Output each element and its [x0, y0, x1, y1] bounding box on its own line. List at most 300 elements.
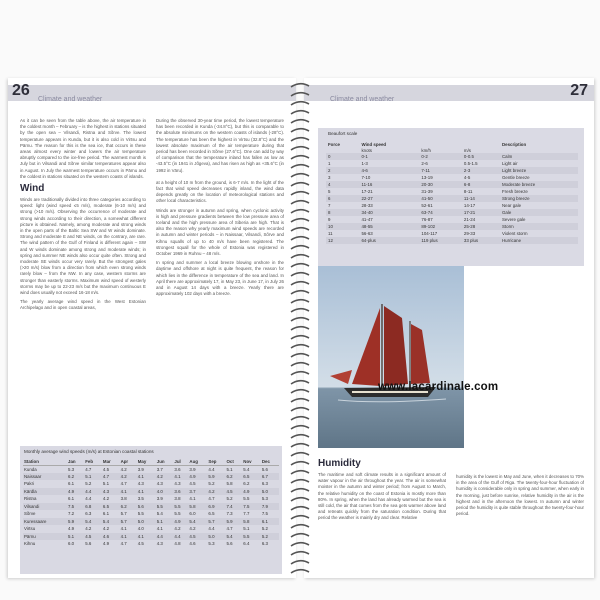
table-cell: 4.4 — [85, 496, 92, 502]
table-cell: Virtsu — [24, 526, 36, 532]
table-cell: 11-14 — [462, 195, 500, 202]
table-cell: 4 — [326, 181, 359, 188]
table-cell: 4.1 — [137, 473, 156, 481]
paragraph: The maritime and soft climate results in a significant amount of water vapour in the air throughout the year. The air is somewhat moister in the autumn and winter period; from August to March, the relative humidity on the coast of Estonia is mostly more than 80%. In spring, when the land has already warmed but the sea is still cold, the air that comes from the sea gets warmer above land and retreats quickly from the saturation condition. During that period the weather is mainly dry and clear. Relative — [318, 472, 446, 521]
table-cell: 5.4 — [156, 511, 163, 517]
paragraph: The yearly average wind speed in the West Estonian Archipelago and in open coastal areas, — [20, 299, 146, 311]
table-cell: 5.5 — [137, 511, 144, 517]
table-cell: 5.4 — [84, 518, 102, 526]
paragraph: Winds are stronger in autumn and spring, when cyclonic activity is high and pressure gradients between the low pressure area of Iceland and the high pressure area of Siberia are high. That is also the reason why yearly maximum wind speeds are recorded in autumn and winter periods – in Naissaar, Vilsandi, Sõrve and Kihnu squalls of up to 40 m/s have been registered. The strongest squall for the whole of Estonia was registered in October 1969 in Ruhnu – 48 m/s. — [156, 207, 284, 257]
table-cell: 4.2 — [174, 526, 181, 532]
table-cell: 4.5 — [84, 533, 102, 541]
column-header: Description — [502, 141, 527, 147]
table-cell: 6.0 — [189, 511, 196, 517]
table-cell: 4-5 — [463, 175, 471, 180]
table-row — [23, 510, 279, 518]
table-cell: 2 — [326, 167, 359, 174]
table-cell: Kihnu — [24, 541, 36, 547]
running-head: Climate and weather — [38, 96, 103, 103]
table-cell: 64-plus — [359, 237, 419, 244]
table-cell: 5.6 — [226, 541, 233, 547]
spiral-ring — [291, 516, 309, 519]
watermark-text: www.lacardinale.com — [378, 381, 499, 393]
spiral-ring — [291, 363, 309, 366]
table-row — [326, 167, 578, 174]
table-cell: 4.1 — [137, 533, 156, 541]
table-cell: 7-10 — [361, 175, 371, 180]
table-cell: 20-30 — [419, 181, 462, 188]
table-row — [326, 160, 578, 167]
table-cell: 5.5 — [156, 503, 174, 511]
table-cell: 9 — [328, 217, 331, 222]
table-cell: 5.1 — [243, 526, 250, 532]
table-cell: 25-28 — [462, 223, 500, 230]
table-cell: 5.6 — [85, 541, 92, 547]
table-cell: 17-21 — [462, 209, 500, 216]
table-cell: 6.1 — [261, 518, 279, 526]
table-cell: Fresh breeze — [502, 189, 528, 194]
table-cell: 6.5 — [208, 511, 215, 517]
table-cell: 5.0 — [207, 533, 225, 541]
paragraph: at a height of 10 m from the ground, is 6-7 m/s. In the light of the fact that wind speed decreases rapidly inland, the wind data depends greatly on the location of meteorological stations and other local characteristics. — [156, 179, 284, 204]
table-cell: 7.5 — [242, 503, 261, 511]
column-header: Station — [23, 458, 67, 465]
beaufort-table-box — [318, 128, 584, 266]
table-row — [23, 473, 279, 481]
table-cell: 5.0 — [261, 488, 279, 496]
table-cell: 4.2 — [156, 473, 174, 481]
table-cell: 2-6 — [421, 161, 428, 166]
spiral-ring — [291, 84, 309, 87]
spiral-ring — [291, 561, 309, 564]
column-header: Wind speed — [361, 141, 387, 147]
table-cell: 5.9 — [207, 473, 225, 481]
spiral-ring — [291, 543, 309, 546]
column-header: May — [137, 458, 156, 465]
paragraph: During the observed 30-year time period, the lowest temperature has been recorded in Kunda (-34.8°C), but this is comparable to the absolute minimums on the western coasts of islands (-28°C). The temperature has been the highest in Virtsu (32.8°C) and the lowest absolute maximum of the air temperature during that period has been recorded in Sõrve (27.6°C). One can add by way of comparison that the temperature inland has fallen as low as -43.5°C (in 1941 in Jõgeva), and has risen as high as +35.6°C (in 1992 in Väru). — [156, 118, 284, 173]
spiral-ring — [291, 498, 309, 501]
table-cell: 4.1 — [156, 526, 163, 532]
table-cell: Sõrve — [24, 511, 36, 517]
table-cell: Severe gale — [502, 217, 526, 222]
spiral-ring — [291, 426, 309, 429]
table-cell: 4-6 — [359, 167, 419, 174]
table-cell: Violent storm — [502, 231, 528, 236]
spiral-ring — [291, 228, 309, 231]
table-cell: 4.9 — [173, 518, 188, 526]
spiral-ring — [291, 120, 309, 123]
table-cell: 4.5 — [189, 481, 196, 487]
spiral-ring — [291, 489, 309, 492]
table-cell: 52-61 — [421, 203, 433, 208]
table-cell: 4.1 — [120, 488, 137, 496]
table-row — [23, 533, 279, 541]
table-cell: 4.7 — [120, 541, 127, 547]
table-cell: 4.1 — [120, 526, 127, 532]
table-cell: 7-11 — [419, 167, 462, 174]
table-cell: 7.9 — [261, 503, 279, 511]
table-cell: 6.2 — [226, 473, 243, 481]
beaufort-table — [326, 141, 578, 244]
table-cell: 8 — [326, 209, 359, 216]
table-cell: 4.7 — [85, 466, 92, 472]
table-cell: 5 — [328, 189, 331, 194]
spiral-ring — [291, 417, 309, 420]
sailboat-photo — [318, 266, 464, 448]
wind-speed-table-box — [20, 446, 282, 574]
table-cell: 4.2 — [207, 488, 225, 496]
table-cell: 4.9 — [102, 541, 110, 547]
table-cell: 4.0 — [137, 526, 144, 532]
table-cell: 4.9 — [242, 488, 261, 496]
column-header: Apr — [120, 458, 137, 465]
table-row — [23, 503, 279, 511]
table-cell: 5.4 — [243, 466, 250, 472]
spiral-ring — [291, 147, 309, 150]
table-row — [326, 209, 578, 216]
table-cell: 29-33 — [463, 231, 476, 236]
table-cell: 5.1 — [156, 518, 174, 526]
section-heading-humidity: Humidity — [318, 458, 361, 469]
column-header: Jun — [156, 458, 174, 465]
table-cell: 41-47 — [361, 217, 373, 222]
table-cell: 4.2 — [120, 473, 137, 481]
spiral-ring — [291, 525, 309, 528]
column-header: Force — [328, 141, 340, 147]
column-header: Jan — [67, 458, 84, 465]
spiral-ring — [291, 201, 309, 204]
right-page — [304, 78, 594, 578]
table-cell: 5.2 — [261, 533, 279, 541]
spiral-ring — [291, 435, 309, 438]
table-cell: 21-24 — [463, 217, 476, 222]
table-cell: 4.7 — [102, 473, 120, 481]
table-cell: 5.1 — [226, 466, 233, 472]
table-cell: 6.2 — [243, 481, 250, 487]
table-cell: 4.2 — [102, 496, 110, 502]
table-cell: 7.5 — [67, 503, 84, 511]
table-cell: 76-87 — [421, 217, 433, 222]
table-cell: 6.2 — [67, 473, 84, 481]
table-row — [23, 480, 279, 488]
table-cell: 5.5 — [174, 511, 181, 517]
table-cell: Storm — [500, 223, 578, 230]
table-cell: 14-17 — [463, 203, 476, 208]
table-cell: 3.7 — [188, 488, 207, 496]
spiral-ring — [291, 462, 309, 465]
spiral-ring — [291, 408, 309, 411]
table-cell: 4.7 — [226, 526, 233, 532]
table-cell: Pakri — [24, 481, 35, 487]
column-header: Feb — [84, 458, 102, 465]
spiral-ring — [291, 336, 309, 339]
table-cell: Light breeze — [500, 167, 578, 174]
spiral-ring — [291, 264, 309, 267]
table-cell: 10 — [326, 223, 359, 230]
table-cell: 4.4 — [208, 466, 215, 472]
table-cell: 0 — [326, 153, 359, 160]
table-cell: 5.3 — [208, 541, 215, 547]
table-cell: 104-117 — [421, 231, 438, 236]
table-row — [23, 488, 279, 496]
table-cell: 5.3 — [68, 466, 75, 472]
spiral-ring — [291, 507, 309, 510]
table-cell: 6.8 — [84, 503, 102, 511]
table-row — [326, 223, 578, 230]
table-cell: 4.5 — [188, 533, 207, 541]
column-header: Nov — [242, 458, 261, 465]
table-row — [23, 518, 279, 526]
table-caption: Monthly average wind speeds (m/s) at Estonian coastal stations — [24, 449, 154, 454]
table-cell: 5.5 — [242, 533, 261, 541]
table-cell: 4.4 — [84, 488, 102, 496]
table-cell: 5.9 — [67, 518, 84, 526]
spiral-ring — [291, 282, 309, 285]
spiral-ring — [291, 345, 309, 348]
spiral-ring — [291, 93, 309, 96]
table-cell: 4.1 — [189, 496, 196, 502]
table-cell: 1 — [328, 161, 331, 166]
table-cell: 5.5 — [173, 503, 188, 511]
table-cell: 6.9 — [207, 503, 225, 511]
column-subheader: km/h — [421, 147, 431, 153]
table-cell: 5.8 — [188, 503, 207, 511]
table-cell: 8-11 — [463, 189, 473, 194]
table-cell: 11 — [328, 231, 333, 236]
spiral-ring — [291, 291, 309, 294]
table-cell: 4.5 — [226, 488, 243, 496]
table-cell: 89-102 — [419, 223, 462, 230]
table-cell: 4.9 — [67, 488, 84, 496]
spiral-ring — [291, 399, 309, 402]
table-cell: 4.0 — [156, 488, 174, 496]
table-caption: Beaufort scale — [328, 131, 358, 136]
table-cell: Calm — [500, 153, 578, 160]
table-cell: 4.3 — [156, 481, 163, 487]
table-cell: 4.6 — [102, 533, 120, 541]
spiral-ring — [291, 273, 309, 276]
table-cell: 5.2 — [261, 526, 268, 532]
table-cell: 4.5 — [137, 541, 144, 547]
table-cell: 34-40 — [359, 209, 419, 216]
table-cell: 7.3 — [226, 511, 233, 517]
page-number: 27 — [570, 82, 588, 99]
table-cell: 5.4 — [226, 533, 243, 541]
table-cell: 0.5-1.5 — [463, 161, 478, 166]
table-cell: 6.3 — [261, 541, 268, 547]
table-row — [23, 540, 279, 548]
table-row — [326, 174, 578, 181]
table-cell: 5.7 — [207, 518, 225, 526]
table-cell: Pärnu — [23, 533, 67, 541]
table-cell: 17-21 — [361, 189, 373, 194]
table-cell: Naissaar — [23, 473, 67, 481]
table-cell: 6.2 — [120, 503, 137, 511]
table-header-row — [23, 458, 279, 465]
spiral-ring — [291, 381, 309, 384]
table-cell: 6.7 — [261, 473, 279, 481]
table-cell: 4.2 — [189, 526, 196, 532]
table-cell: 3.9 — [156, 496, 163, 502]
table-cell: 6.3 — [85, 511, 92, 517]
spiral-ring — [291, 570, 309, 573]
table-cell: 4.3 — [174, 481, 181, 487]
table-cell: 5.9 — [226, 518, 243, 526]
table-cell: 6.3 — [261, 481, 268, 487]
table-cell: 3.8 — [120, 496, 127, 502]
column-header: Dec — [261, 458, 279, 465]
spiral-ring — [291, 534, 309, 537]
spiral-ring — [291, 309, 309, 312]
spiral-ring — [291, 390, 309, 393]
table-cell: 3 — [328, 175, 331, 180]
spiral-ring — [291, 111, 309, 114]
spiral-ring — [291, 138, 309, 141]
table-cell: 6.1 — [68, 481, 75, 487]
table-cell: 5.7 — [120, 511, 127, 517]
table-cell: Ristna — [24, 496, 37, 502]
spiral-ring — [291, 372, 309, 375]
table-cell: Kunda — [24, 466, 37, 472]
table-cell: 4.5 — [102, 466, 110, 472]
column-header: Sep — [207, 458, 225, 465]
spiral-ring — [291, 354, 309, 357]
spiral-ring — [291, 102, 309, 105]
table-cell: 5.1 — [67, 533, 84, 541]
table-row — [23, 495, 279, 503]
sailboat-image — [318, 266, 464, 448]
table-cell: 5.2 — [226, 496, 233, 502]
spiral-ring — [291, 453, 309, 456]
table-cell: 4.3 — [102, 488, 120, 496]
table-cell: 5.4 — [188, 518, 207, 526]
table-cell: 4.8 — [174, 541, 181, 547]
table-cell: 6.5 — [102, 503, 120, 511]
table-cell: 5.1 — [102, 481, 110, 487]
spiral-ring — [291, 174, 309, 177]
table-cell: 3.5 — [137, 496, 144, 502]
running-head: Climate and weather — [330, 96, 395, 103]
paragraph: As it can be seen from the table above, the air temperature in the coldest month – February – is the highest in stations situated by the open sea – Vilsandi, Ristna and Sõrve. The lowest temperature appears in Kunda, but it is also cold in Virtsu and Pärnu. The reason for this is the sea ice, that occurs in these areas almost every winter and lowers the air temperature abruptly compared to the ice-free period. The warmest month is July but in Vilsandi and Sõrve similar temperatures appear also in August. In July the warmest temperature occurs in Pärnu and the coldest in stations situated on the western coasts of islands. — [20, 118, 146, 179]
paragraph: Winds are traditionally divided into three categories according to speed: light (wind speed ≤5 m/s), moderate (6-10 m/s) and strong (>10 m/s). Observing the occurrence of moderate and strong winds according to their direction, a somewhat different picture is obtained. Namely, among moderate and strong winds in the open parts of the Baltic Sea SW and W winds dominate. Strong and moderate E and NE winds, on the contrary, are rare. The wind pattern of the Gulf of Finland is different again – SW and W winds dominate among strong and moderate winds; in spring and summer NE winds also occur quite often. Strong and moderate SE winds occur very rarely. But the strongest gales (>20 m/s) blow from a direction from which even strong winds rarely blow – from the NW. In any case, western storms are stronger than easterly storms. Maximum wind speed of westerly storms may be up to 22-23 m/s but the maximum continuous E wind does usually not exceed 16-18 m/s. — [20, 197, 146, 296]
spiral-ring — [291, 552, 309, 555]
table-cell: 3.9 — [189, 466, 196, 472]
table-cell: 63-74 — [419, 209, 462, 216]
table-cell: 6.5 — [242, 473, 261, 481]
table-cell: 5.6 — [137, 503, 156, 511]
wind-speed-table — [23, 458, 279, 548]
table-cell: 5.2 — [208, 481, 215, 487]
table-cell: 4.2 — [85, 526, 92, 532]
table-cell: 7 — [328, 203, 331, 208]
table-cell: 12 — [326, 237, 359, 244]
table-cell: 5.2 — [85, 481, 92, 487]
right-column-2 — [456, 474, 584, 574]
spiral-ring — [291, 255, 309, 258]
left-page — [8, 78, 296, 578]
table-cell: 4.1 — [120, 533, 137, 541]
table-cell: 5.5 — [243, 496, 250, 502]
table-cell: 4.7 — [208, 496, 215, 502]
table-cell: 5.0 — [137, 518, 156, 526]
paragraph: humidity is the lowest in May and June, when it decreases to 70% in the area of the Gulf of Riga. The twenty-four-hour fluctuation of humidity is considerable only in spring and summer, when early in the morning, just before sunrise, relative humidity in the air is the highest and in the afternoon the lowest. In autumn and winter period the humidity is quite stable throughout the twenty-four-hour period. — [456, 474, 584, 517]
table-cell: 7.5 — [261, 511, 268, 517]
spiral-ring — [291, 183, 309, 186]
table-cell: 11-16 — [359, 181, 419, 188]
table-row — [326, 181, 578, 188]
column-subheader: m/s — [463, 147, 471, 153]
section-heading-wind: Wind — [20, 183, 45, 195]
table-cell: 56-63 — [361, 231, 373, 236]
spiral-ring — [291, 192, 309, 195]
table-cell: 5.4 — [102, 518, 120, 526]
spiral-ring — [291, 327, 309, 330]
spiral-ring — [291, 129, 309, 132]
table-cell: 5.8 — [226, 481, 233, 487]
column-header: Oct — [226, 458, 243, 465]
table-cell: 5.6 — [261, 466, 268, 472]
table-cell: 6.1 — [68, 496, 75, 502]
left-column-2 — [156, 118, 284, 442]
spiral-ring — [291, 165, 309, 168]
table-row — [23, 465, 279, 473]
table-cell: Hurricane — [500, 237, 578, 244]
table-cell: 5.1 — [84, 473, 102, 481]
table-cell: 28-33 — [361, 203, 373, 208]
table-cell: 4.4 — [173, 533, 188, 541]
table-row — [326, 188, 578, 195]
table-cell: 22-27 — [359, 195, 419, 202]
right-column-top — [472, 274, 582, 444]
spiral-ring — [291, 219, 309, 222]
table-cell: 4.7 — [120, 481, 127, 487]
table-cell: 6.0 — [68, 541, 75, 547]
page-number: 26 — [12, 82, 30, 99]
table-cell: Kärdla — [23, 488, 67, 496]
table-row — [326, 216, 578, 223]
table-cell: 7.7 — [243, 511, 250, 517]
table-cell: 0-2 — [419, 153, 462, 160]
column-header: Mar — [102, 458, 120, 465]
column-subheader: knots — [361, 147, 372, 153]
table-cell: 1-3 — [361, 161, 368, 166]
table-cell: 6 — [326, 195, 359, 202]
table-cell: 5.7 — [120, 518, 137, 526]
table-cell: 6.1 — [102, 511, 110, 517]
spiral-ring — [291, 444, 309, 447]
table-cell: 4.3 — [156, 541, 163, 547]
table-row — [23, 525, 279, 533]
spiral-ring — [291, 318, 309, 321]
table-cell: 4.6 — [189, 541, 196, 547]
table-cell: 5.3 — [261, 496, 268, 502]
table-cell: Moderate breeze — [500, 181, 578, 188]
table-cell: Strong breeze — [500, 195, 578, 202]
table-cell: 4.3 — [137, 481, 144, 487]
spiral-ring — [291, 300, 309, 303]
table-cell: 3.6 — [174, 466, 181, 472]
table-cell: 7.4 — [226, 503, 243, 511]
table-cell: 4.2 — [102, 526, 110, 532]
table-cell: Kuressaare — [23, 518, 67, 526]
table-cell: 6-8 — [462, 181, 500, 188]
table-row — [326, 202, 578, 209]
table-cell: 2-3 — [462, 167, 500, 174]
table-cell: 119 plus — [419, 237, 462, 244]
left-column-1 — [20, 118, 146, 442]
spiral-ring — [291, 237, 309, 240]
spiral-ring — [291, 156, 309, 159]
